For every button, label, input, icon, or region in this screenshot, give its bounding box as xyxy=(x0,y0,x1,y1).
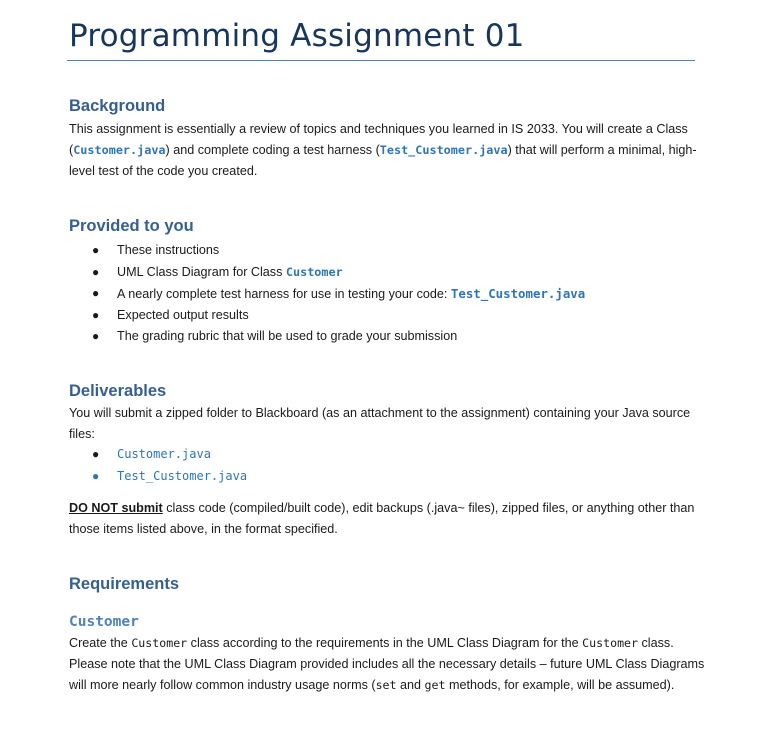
file-name: Customer.java xyxy=(117,447,211,461)
bullet-icon: ● xyxy=(92,329,100,343)
list-item xyxy=(0,444,247,466)
requirements-text-4: and xyxy=(396,678,425,692)
set-code: set xyxy=(375,678,397,692)
deliverables-file-list xyxy=(0,444,247,487)
list-item-code: Test_Customer.java xyxy=(450,286,586,301)
test-customer-java-code: Test_Customer.java xyxy=(379,143,508,157)
customer-code: Customer xyxy=(131,636,188,650)
bullet-icon: ● xyxy=(92,447,100,461)
background-text-3: ) that will perform a minimal, high-level test of the code you created. xyxy=(69,143,697,178)
page-title: Programming Assignment 01 xyxy=(69,18,525,54)
requirements-heading: Requirements xyxy=(69,575,180,593)
list-item-text: These instructions xyxy=(117,243,220,257)
list-item-code: Customer xyxy=(285,264,343,279)
list-item-text: Expected output results xyxy=(117,307,249,322)
get-code: get xyxy=(424,678,446,692)
file-name: Test_Customer.java xyxy=(117,468,248,483)
list-item xyxy=(0,262,585,284)
deliverables-paragraph: You will submit a zipped folder to Blackboard (as an attachment to the assignment) containing your Java source files: xyxy=(69,406,691,441)
background-paragraph xyxy=(69,119,709,182)
title-underline xyxy=(67,60,695,61)
deliverables-heading: Deliverables xyxy=(69,382,167,400)
list-item xyxy=(0,466,247,488)
list-item xyxy=(0,283,585,305)
requirements-text-3: class. Please note that the UML Class Diagram provided includes all the necessary details – future UML Class Diagrams will more nearly follow common industry usage norms ( xyxy=(69,636,705,692)
bullet-icon: ● xyxy=(92,307,100,322)
requirements-text-1: Create the xyxy=(69,636,132,650)
list-item xyxy=(0,240,585,262)
customer-code: Customer xyxy=(582,636,639,650)
background-heading: Background xyxy=(69,97,166,115)
deliverables-warning xyxy=(69,498,709,540)
list-item-text: A nearly complete test harness for use in testing your code: xyxy=(117,287,451,301)
requirements-paragraph xyxy=(69,633,709,696)
customer-subheading: Customer xyxy=(69,614,139,630)
provided-heading: Provided to you xyxy=(69,217,194,235)
warning-text: class code (compiled/built code), edit backups (.java~ files), zipped files, or anything other than those items listed above, in the format specified. xyxy=(69,501,695,536)
customer-java-code: Customer.java xyxy=(73,143,166,157)
bullet-icon: ● xyxy=(92,468,100,483)
list-item xyxy=(0,305,585,327)
do-not-submit-label: DO NOT submit xyxy=(69,501,163,515)
list-item-text: The grading rubric that will be used to grade your submission xyxy=(117,329,458,343)
provided-list xyxy=(0,240,585,348)
list-item xyxy=(0,326,585,348)
bullet-icon: ● xyxy=(92,286,100,300)
bullet-icon: ● xyxy=(92,264,100,279)
requirements-text-2: class according to the requirements in the UML Class Diagram for the xyxy=(187,636,583,650)
background-text-1: This assignment is essentially a review of topics and techniques you learned in IS 2033. You will create a Class ( xyxy=(69,122,688,157)
requirements-text-5: methods, for example, will be assumed). xyxy=(445,678,675,692)
bullet-icon: ● xyxy=(92,243,100,257)
background-text-2: ) and complete coding a test harness ( xyxy=(165,143,380,157)
list-item-text: UML Class Diagram for Class xyxy=(117,264,286,279)
